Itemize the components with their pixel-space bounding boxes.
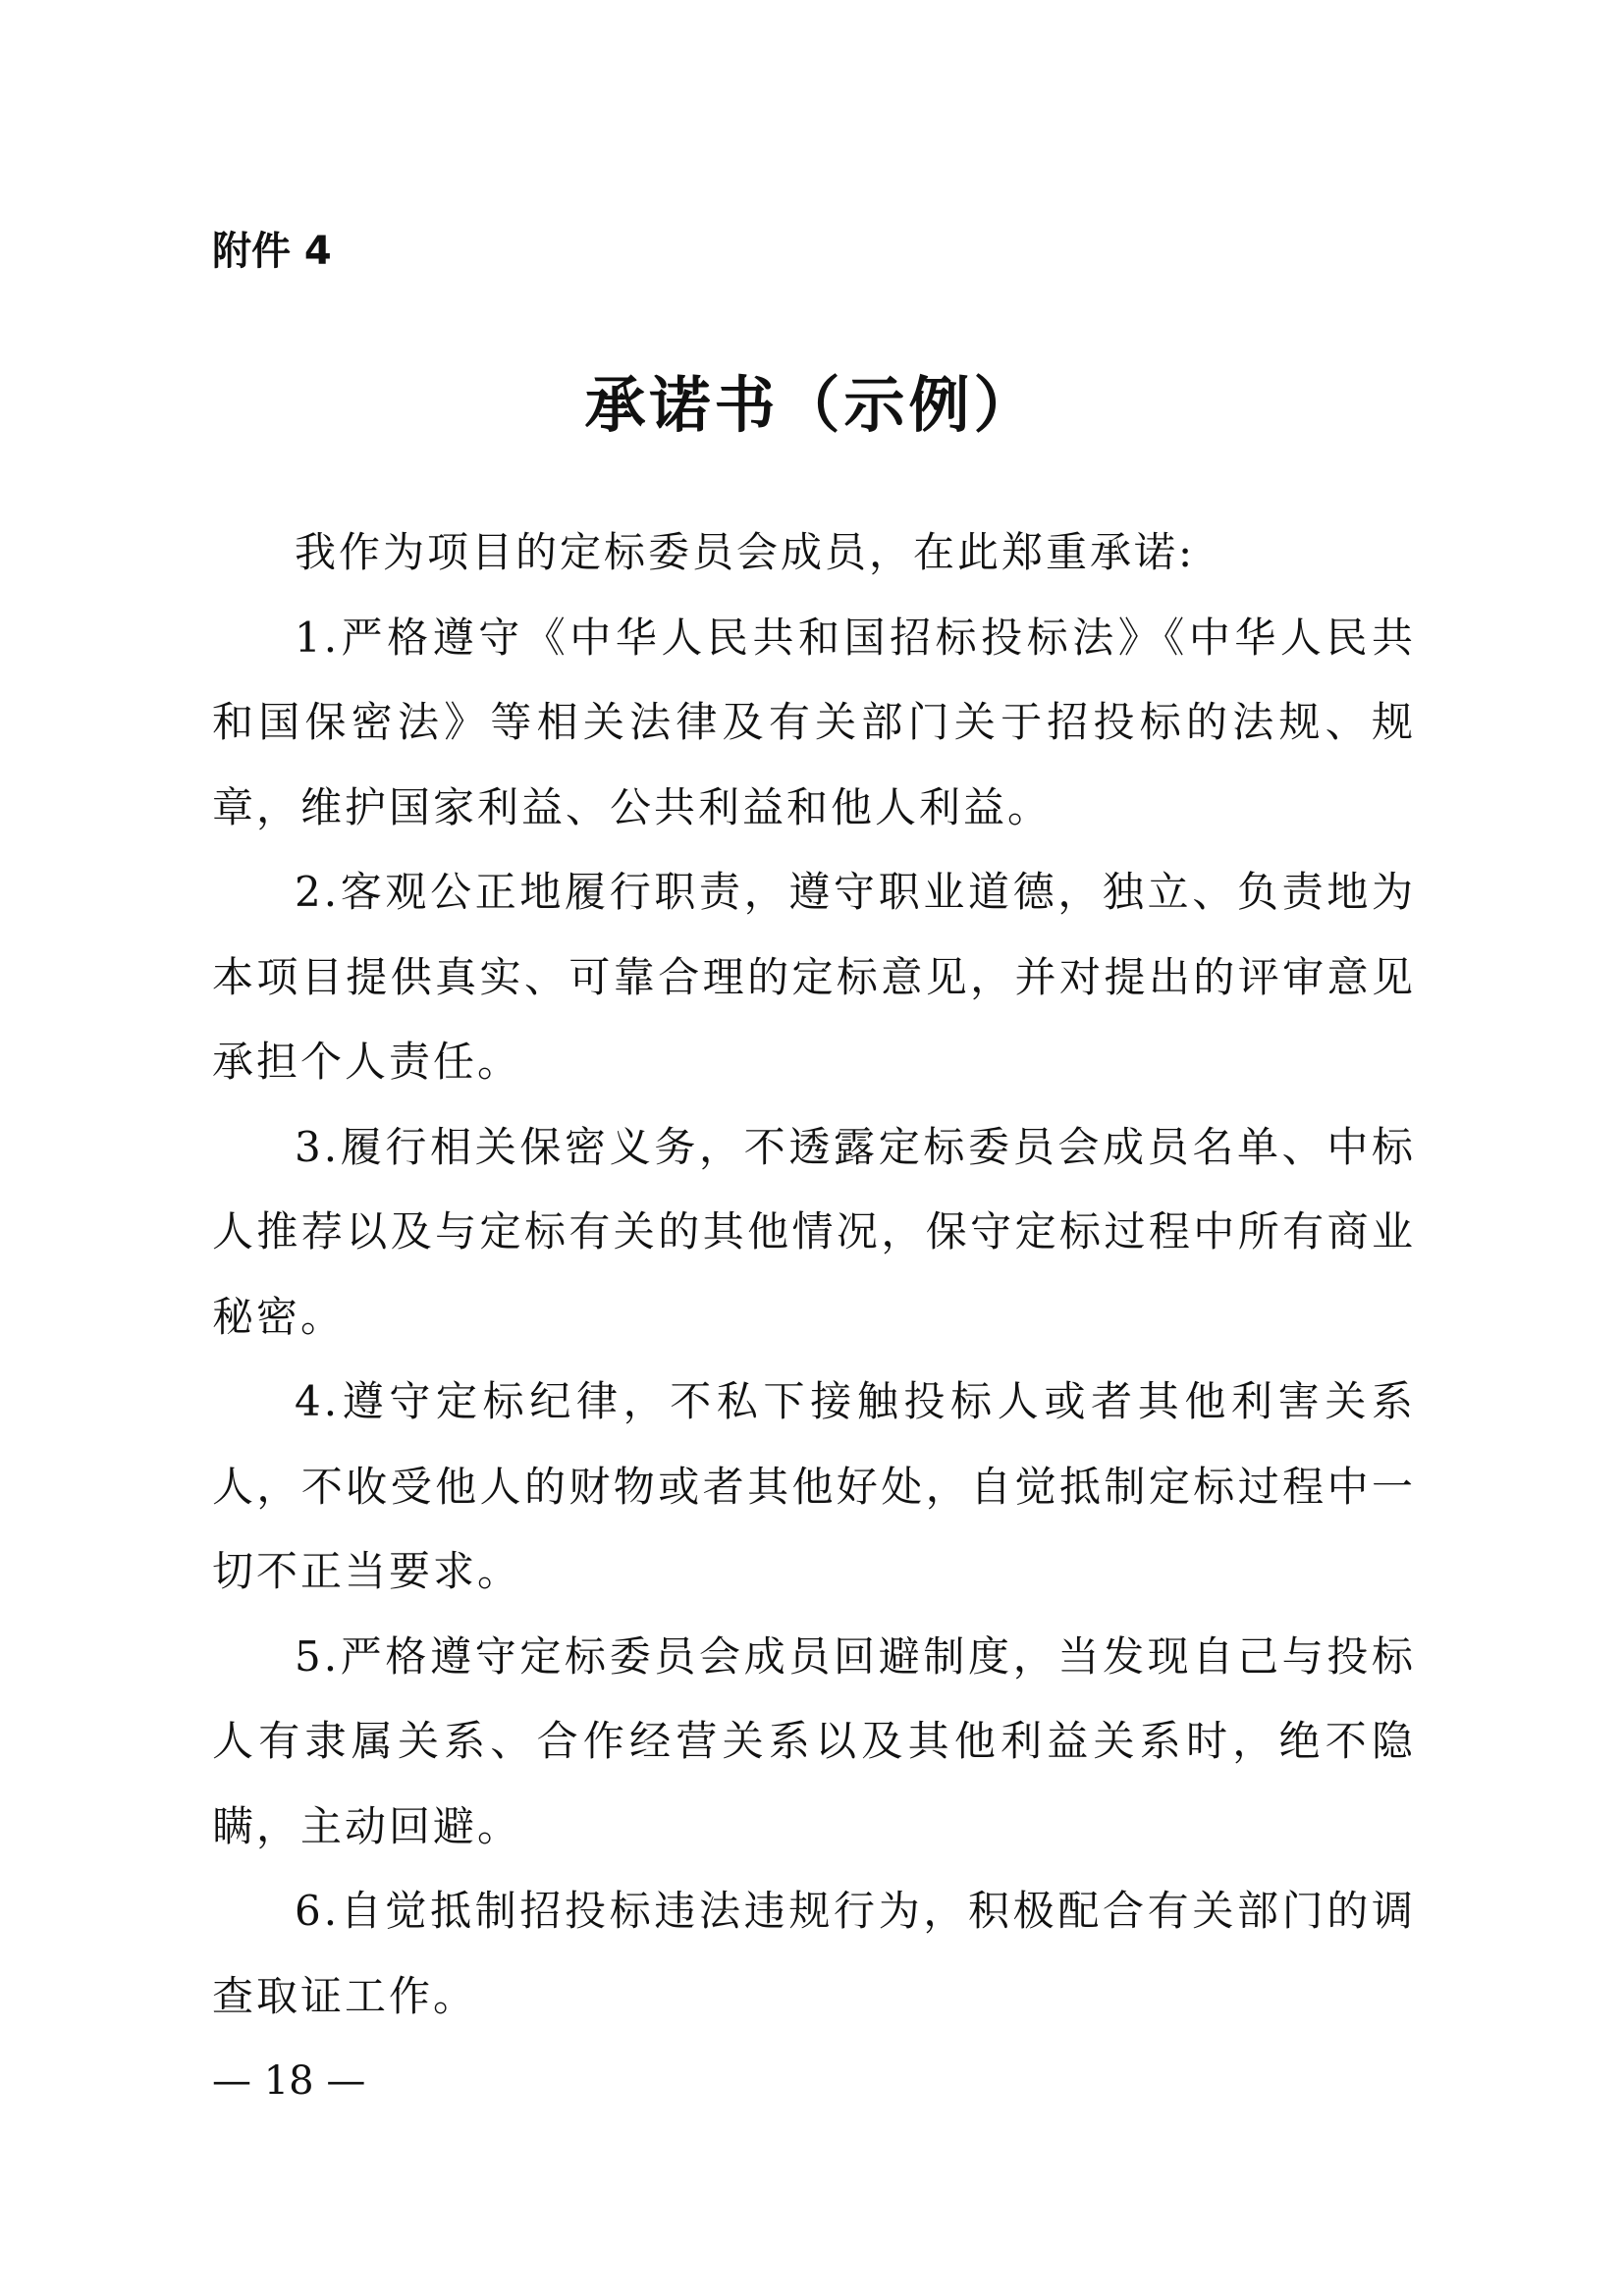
pledge-item-2: 2.客观公正地履行职责，遵守职业道德，独立、负责地为本项目提供真实、可靠合理的定标意见，并对提出的评审意见承担个人责任。 xyxy=(212,868,1416,1086)
page-number: — 18 — xyxy=(212,2058,366,2104)
intro-paragraph: 我作为项目的定标委员会成员，在此郑重承诺: xyxy=(295,528,1196,576)
pledge-item-3: 3.履行相关保密义务，不透露定标委员会成员名单、中标人推荐以及与定标有关的其他情况，保守定标过程中所有商业秘密。 xyxy=(212,1122,1416,1341)
pledge-item-5: 5.严格遵守定标委员会成员回避制度，当发现自己与投标人有隶属关系、合作经营关系以及其他利益关系时，绝不隐瞒，主动回避。 xyxy=(212,1631,1416,1850)
pledge-item-1: 1.严格遵守《中华人民共和国招标投标法》《中华人民共和国保密法》等相关法律及有关部门关于招投标的法规、规章，维护国家利益、公共利益和他人利益。 xyxy=(212,613,1416,831)
document-body xyxy=(212,510,1416,2039)
attachment-label: 附件 4 xyxy=(212,229,332,274)
document-title: 承诺书（示例） xyxy=(584,369,1039,441)
pledge-item-6: 6.自觉抵制招投标违法违规行为，积极配合有关部门的调查取证工作。 xyxy=(212,1887,1416,2020)
pledge-item-4: 4.遵守定标纪律，不私下接触投标人或者其他利害关系人，不收受他人的财物或者其他好处，自觉抵制定标过程中一切不正当要求。 xyxy=(212,1377,1416,1595)
